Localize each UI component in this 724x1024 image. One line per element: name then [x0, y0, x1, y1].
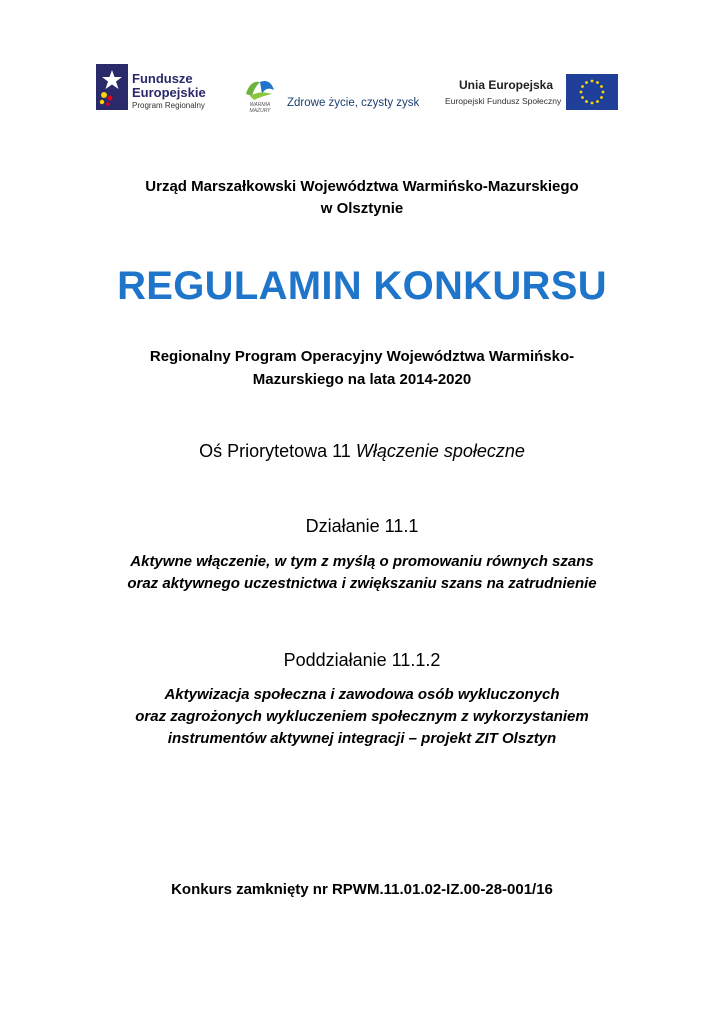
- page-title: REGULAMIN KONKURSU: [117, 264, 607, 308]
- program-name: [0, 345, 724, 391]
- office-header: [0, 176, 724, 220]
- ue-line2: Europejski Fundusz Społeczny: [445, 96, 562, 106]
- axis-name: Włączenie społeczne: [355, 441, 525, 461]
- action-line1: Aktywne włączenie, w tym z myślą o promowaniu równych szans: [130, 553, 594, 570]
- office-line2: w Olsztynie: [320, 200, 404, 217]
- action-line2: oraz aktywnego uczestnictwa i zwiększaniu szans na zatrudnienie: [127, 575, 597, 592]
- eu-star: [596, 100, 599, 103]
- eu-star: [581, 96, 584, 99]
- fe-line2: Europejskie: [132, 85, 206, 100]
- office-line1: Urząd Marszałkowski Województwa Warmińsko-Mazurskiego: [145, 178, 579, 195]
- eu-star: [600, 96, 603, 99]
- eu-flag-icon: [566, 74, 618, 110]
- subaction-line2: oraz zagrożonych wykluczeniem społecznym z wykorzystaniem: [135, 708, 589, 725]
- action-heading: Działanie 11.1: [305, 516, 419, 536]
- unia-europejska-text: [445, 78, 561, 106]
- subaction-description: [0, 684, 724, 750]
- eu-star: [596, 81, 599, 84]
- subaction-heading: Poddziałanie 11.1.2: [283, 650, 441, 670]
- fe-line1: Fundusze: [132, 71, 193, 86]
- eu-star: [585, 81, 588, 84]
- eu-star: [585, 100, 588, 103]
- action-description: [0, 551, 724, 595]
- logo-bar: [0, 62, 724, 122]
- warmia-mazury-logo-icon: [240, 72, 280, 114]
- eu-star: [602, 91, 605, 94]
- eu-star: [580, 91, 583, 94]
- svg-text:MAZURY: MAZURY: [249, 108, 271, 114]
- axis-prefix: Oś Priorytetowa 11: [199, 441, 351, 461]
- ue-line1: Unia Europejska: [459, 78, 554, 92]
- eu-star: [591, 80, 594, 83]
- wm-slogan: Zdrowe życie, czysty zysk: [287, 97, 420, 109]
- priority-axis: [0, 438, 724, 464]
- subaction-line3: instrumentów aktywnej integracji – projekt ZIT Olsztyn: [167, 730, 557, 747]
- eu-star: [600, 85, 603, 88]
- subaction-line1: Aktywizacja społeczna i zawodowa osób wykluczonych: [164, 686, 560, 703]
- svg-text:WARMIA: WARMIA: [249, 102, 271, 108]
- program-line2: Mazurskiego na lata 2014-2020: [252, 371, 472, 388]
- fundusze-europejskie-logo-icon: [96, 64, 128, 110]
- eu-star: [591, 102, 594, 105]
- eu-star: [581, 85, 584, 88]
- fundusze-europejskie-text: [132, 72, 206, 110]
- contest-number: Konkurs zamknięty nr RPWM.11.01.02-IZ.00-28-001/16: [171, 881, 553, 898]
- fe-line3: Program Regionalny: [132, 101, 205, 110]
- program-line1: Regionalny Program Operacyjny Województwa Warmińsko-: [149, 348, 575, 365]
